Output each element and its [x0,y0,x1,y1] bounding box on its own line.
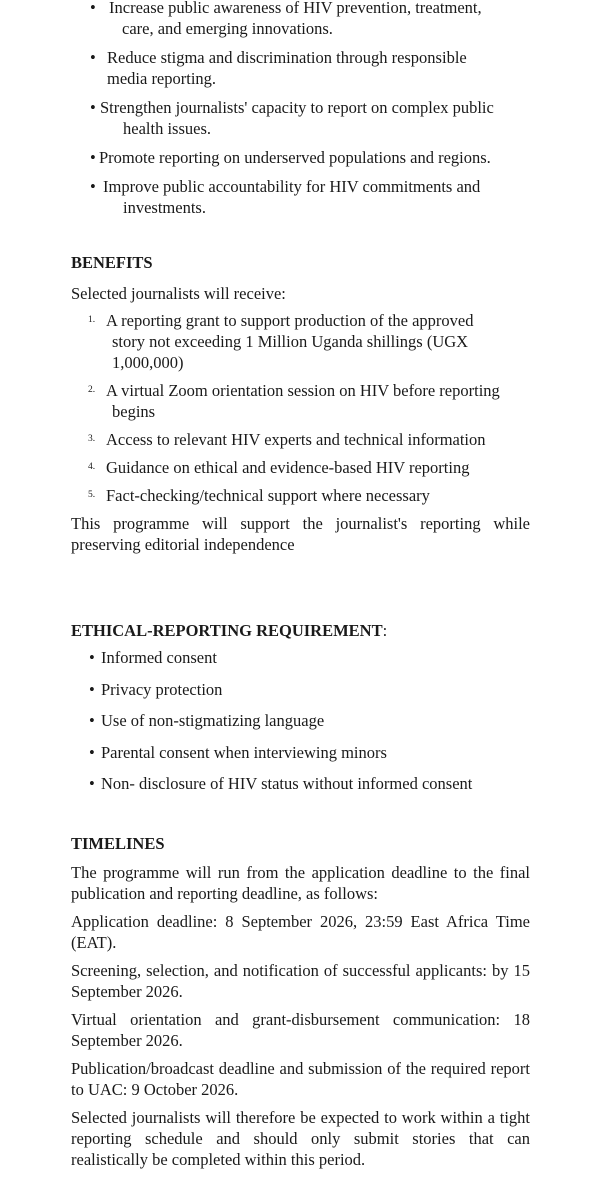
benefits-closing: This programme will support the journalist's reporting while preserving editorial independence [71,514,530,554]
paragraph: Screening, selection, and notification of successful applicants: by 15 September 2026. [71,961,530,1001]
list-item: 2. A virtual Zoom orientation session on HIV before reporting begins [88,381,500,421]
bullet-icon: • [90,48,96,67]
paragraph: Selected journalists will therefore be expected to work within a tight reporting schedule and should only submit stories that can realistically be completed within this period. [71,1108,530,1169]
list-item: • Non- disclosure of HIV status without informed consent [89,774,473,793]
list-item: • Improve public accountability for HIV commitments and investments. [90,177,481,217]
bullet-icon: • [90,148,96,167]
list-item: • Increase public awareness of HIV prevention, treatment, care, and emerging innovations. [90,0,530,39]
list-number: 1. [88,315,96,325]
benefits-intro: Selected journalists will receive: [71,284,286,303]
list-item: 4. Guidance on ethical and evidence-based HIV reporting [88,458,470,477]
timelines-body [71,862,530,1177]
list-number: 2. [88,385,96,395]
ethical-heading: ETHICAL-REPORTING REQUIREMENT: [71,621,388,640]
list-item: • Parental consent when interviewing minors [89,742,387,762]
list-number: 5. [88,490,96,500]
paragraph: Virtual orientation and grant-disbursement communication: 18 September 2026. [71,1010,530,1050]
list-number: 4. [88,462,96,472]
bullet-icon: • [89,742,95,762]
list-item: 1. A reporting grant to support production of the approved story not exceeding 1 Million Uganda shillings (UGX 1,000,000) [88,311,474,372]
list-number: 3. [88,434,96,444]
benefits-list [87,310,532,513]
benefits-heading: BENEFITS [71,253,153,272]
bullet-icon: • [89,679,95,699]
list-item: 5. Fact-checking/technical support where necessary [88,486,430,505]
list-item: • Informed consent [89,648,217,667]
list-item: • Use of non-stigmatizing language [89,711,325,730]
list-item: • Reduce stigma and discrimination through responsible media reporting. [90,48,467,88]
list-item: 3. Access to relevant HIV experts and technical information [88,430,486,449]
bullet-icon: • [89,774,95,793]
objectives-list [90,0,530,226]
paragraph: The programme will run from the application deadline to the final publication and reporting deadline, as follows: [71,863,530,903]
list-item: • Promote reporting on underserved populations and regions. [90,148,491,167]
bullet-icon: • [90,0,96,17]
bullet-icon: • [89,711,95,730]
paragraph: Application deadline: 8 September 2026, 23:59 East Africa Time (EAT). [71,912,530,952]
ethical-list [89,647,529,805]
timelines-heading: TIMELINES [71,834,165,853]
bullet-icon: • [90,98,96,117]
list-item: • Strengthen journalists' capacity to report on complex public health issues. [90,98,494,138]
list-item: • Privacy protection [89,679,223,699]
bullet-icon: • [90,177,96,196]
paragraph: Publication/broadcast deadline and submission of the required report to UAC: 9 October 2026. [71,1059,530,1099]
bullet-icon: • [89,648,95,667]
